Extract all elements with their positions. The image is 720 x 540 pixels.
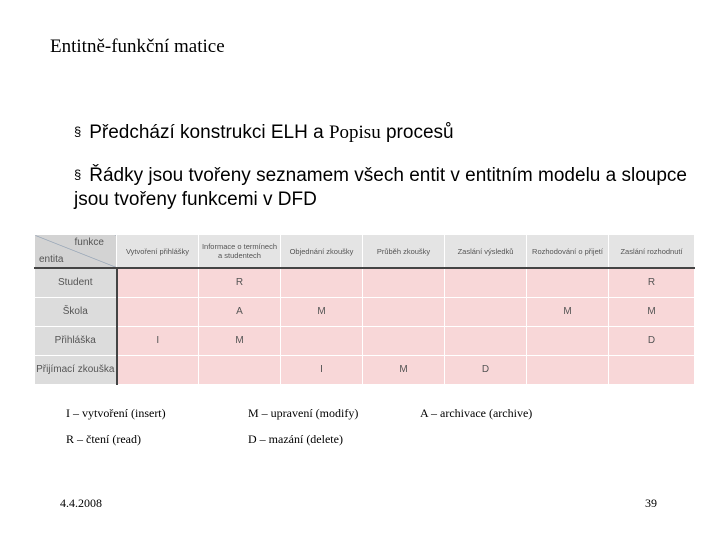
row-header: Student — [35, 268, 117, 297]
matrix-cell — [363, 326, 445, 355]
column-header: Zaslání výsledků — [445, 235, 527, 269]
matrix-cell: D — [445, 355, 527, 384]
column-header: Zaslání rozhodnutí — [609, 235, 695, 269]
legend-archive: A – archivace (archive) — [420, 406, 533, 420]
legend-insert: I – vytvoření (insert) — [66, 406, 166, 420]
bullet-text-post: procesů — [380, 122, 454, 143]
corner-label-entity: entita — [39, 254, 64, 265]
matrix-cell — [609, 355, 695, 384]
footer-date: 4.4.2008 — [60, 496, 102, 510]
matrix-cell: M — [363, 355, 445, 384]
column-header: Průběh zkoušky — [363, 235, 445, 269]
matrix-cell — [527, 268, 609, 297]
matrix-cell: A — [199, 297, 281, 326]
matrix-cell — [117, 355, 199, 384]
matrix-cell: I — [117, 326, 199, 355]
matrix-cell — [117, 297, 199, 326]
matrix-cell — [199, 355, 281, 384]
matrix-cell — [527, 326, 609, 355]
matrix-cell: M — [281, 297, 363, 326]
matrix-cell — [363, 268, 445, 297]
matrix-cell: M — [609, 297, 695, 326]
matrix-row — [35, 268, 695, 297]
matrix-cell — [445, 326, 527, 355]
column-header: Vytvoření přihlášky — [117, 235, 199, 269]
legend-modify: M – upravení (modify) — [248, 406, 359, 420]
row-header: Přijímací zkouška — [35, 355, 117, 384]
corner-label-function: funkce — [74, 237, 104, 248]
column-header: Rozhodování o přijetí — [527, 235, 609, 269]
matrix-corner-cell — [35, 235, 117, 269]
matrix-row — [35, 326, 695, 355]
matrix-cell — [363, 297, 445, 326]
bullet-text-pre: Předchází konstrukci ELH a — [89, 122, 329, 143]
legend-read: R – čtení (read) — [66, 432, 141, 446]
legend-delete: D – mazání (delete) — [248, 432, 343, 446]
entity-function-matrix — [34, 234, 695, 385]
matrix-cell — [445, 297, 527, 326]
bullet-item-1 — [74, 120, 694, 145]
column-header: Objednání zkoušky — [281, 235, 363, 269]
row-header: Přihláška — [35, 326, 117, 355]
matrix-cell: D — [609, 326, 695, 355]
matrix-cell — [527, 355, 609, 384]
slide-title: Entitně-funkční matice — [50, 36, 225, 57]
matrix-cell — [281, 268, 363, 297]
matrix-cell: R — [199, 268, 281, 297]
matrix-header-row — [35, 235, 695, 269]
bullet-item-2 — [74, 163, 694, 212]
matrix-cell — [117, 268, 199, 297]
matrix-row — [35, 297, 695, 326]
bullet-text: Řádky jsou tvořeny seznamem všech entit v entitním modelu a sloupce jsou tvořeny funkcemi v DFD — [74, 165, 687, 210]
column-header: Informace o termínech a studentech — [199, 235, 281, 269]
matrix-cell: M — [527, 297, 609, 326]
page-number: 39 — [645, 496, 657, 510]
matrix-cell — [281, 326, 363, 355]
matrix-cell: R — [609, 268, 695, 297]
matrix-row — [35, 355, 695, 384]
bullet-text-serif: Popisu — [328, 122, 381, 143]
bullet-mark-icon: § — [74, 167, 82, 182]
matrix-cell: I — [281, 355, 363, 384]
bullet-mark-icon: § — [74, 124, 82, 139]
matrix-cell: M — [199, 326, 281, 355]
row-header: Škola — [35, 297, 117, 326]
matrix-cell — [445, 268, 527, 297]
bullet-list — [74, 120, 694, 230]
